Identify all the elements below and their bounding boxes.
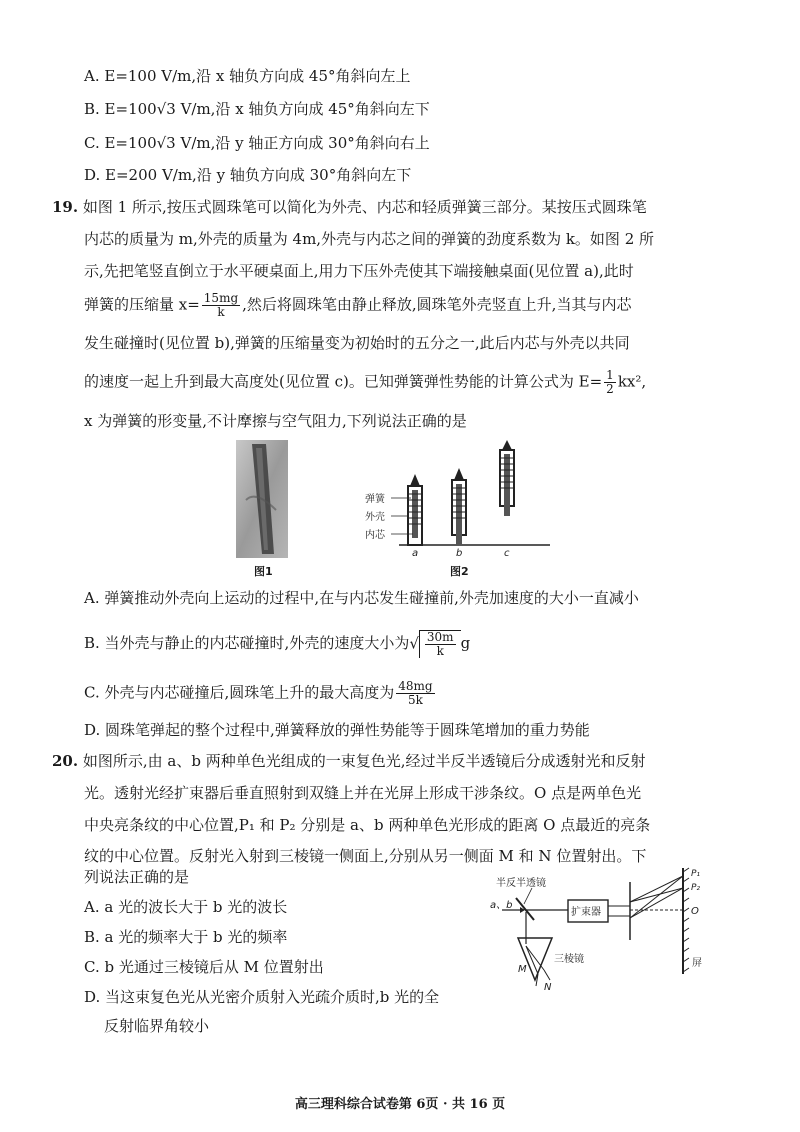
label-p1: P₁ [691,869,701,879]
q20-stem-4: 纹的中心位置。反射光入射到三棱镜一侧面上,分别从另一侧面 M 和 N 位置射出。下 [84,847,647,865]
label-b: b [456,548,463,556]
q19-stem-3: 示,先把笔竖直倒立于水平硬桌面上,用力下压外壳使其下端接触桌面(见位置 a),此时 [84,262,634,280]
q19-stem-7: x 为弹簧的形变量,不计摩擦与空气阻力,下列说法正确的是 [84,412,467,430]
height-fraction [396,680,434,707]
velocity-fraction [425,631,456,658]
q19-option-a: A. 弹簧推动外壳向上运动的过程中,在与内芯发生碰撞前,外壳加速度的大小一直减小 [84,589,639,607]
label-spring: 弹簧 [365,494,385,505]
q20-option-b: B. a 光的频率大于 b 光的频率 [84,928,288,946]
label-shell: 外壳 [365,512,385,523]
height-numerator: 48mg [398,679,433,693]
q20-stem-1: 如图所示,由 a、b 两种单色光组成的一束复色光,经过半反半透镜后分成透射光和反射 [82,752,646,770]
q19-stem-6-post: kx², [617,372,647,391]
label-p2: P₂ [691,883,701,893]
fig2-caption: 图2 [450,565,469,578]
pen-photo [236,440,288,558]
q19-stem-5: 发生碰撞时(见位置 b),弹簧的压缩量变为初始时的五分之一,此后内芯与外壳以共同 [84,334,630,352]
label-o: O [691,906,699,917]
sqrt-expression: √ $\frac{30m}{k}$ [409,630,460,658]
q20-stem-3: 中央亮条纹的中心位置,P₁ 和 P₂ 分别是 a、b 两种单色光形成的距离 O 点最近的亮条 [84,816,651,834]
q18-option-d: D. E=200 V/m,沿 y 轴负方向成 30°角斜向左下 [84,166,412,184]
q19-stem-4-pre: 弹簧的压缩量 x= [84,295,200,314]
q19-option-b-post: g [460,634,471,652]
q20-option-d-2: 反射临界角较小 [104,1017,210,1035]
q20-stem-2: 光。透射光经扩束器后垂直照射到双缝上并在光屏上形成干涉条纹。O 点是两单色光 [84,784,642,802]
label-c: c [504,548,510,556]
q20-stem-5: 列说法正确的是 [84,868,190,886]
q19-stem-2: 内芯的质量为 m,外壳的质量为 4m,外壳与内芯之间的弹簧的劲度系数为 k。如图 2 所 [84,230,655,248]
q19-number: 19. [52,198,79,216]
q19-option-b-pre: B. 当外壳与静止的内芯碰撞时,外壳的速度大小为 [84,634,410,652]
energy-numerator: 1 [606,368,614,382]
q18-option-a: A. E=100 V/m,沿 x 轴负方向成 45°角斜向左上 [84,67,411,85]
label-core: 内芯 [365,530,385,541]
q19-stem-6-pre: 的速度一起上升到最大高度处(见位置 c)。已知弹簧弹性势能的计算公式为 E= [84,372,603,391]
q19-option-c-pre: C. 外壳与内芯碰撞后,圆珠笔上升的最大高度为 [84,683,395,702]
q18-option-b: B. E=100√3 V/m,沿 x 轴负方向成 45°角斜向左下 [84,100,430,118]
height-denominator: 5k [407,693,423,707]
velocity-denominator: k [436,644,444,658]
q19-stem-1: 如图 1 所示,按压式圆珠笔可以简化为外壳、内芯和轻质弹簧三部分。某按压式圆珠笔 [82,198,647,216]
velocity-numerator: 30m [426,630,454,644]
q19-stem-6 [84,369,646,396]
compression-numerator: 15mg [203,291,239,305]
pen-c [500,440,514,516]
q20-option-c: C. b 光通过三棱镜后从 M 位置射出 [84,958,324,976]
q19-option-c [84,680,437,707]
q19-stem-4-post: ,然后将圆珠笔由静止释放,圆珠笔外壳竖直上升,当其与内芯 [242,295,632,314]
label-m: M [518,964,527,975]
q19-option-d: D. 圆珠笔弹起的整个过程中,弹簧释放的弹性势能等于圆珠笔增加的重力势能 [84,721,590,739]
label-ab: a、b [490,900,513,911]
page-footer: 高三理科综合试卷第 6页 · 共 16 页 [294,1097,506,1112]
q20-number: 20. [52,752,79,770]
q20-line-1 [52,751,646,771]
label-a: a [412,548,419,556]
q18-option-c: C. E=100√3 V/m,沿 y 轴正方向成 30°角斜向右上 [84,134,430,152]
q19-line-1 [52,197,647,217]
q19-stem-4 [84,292,631,319]
fig1-caption: 图1 [254,565,273,578]
label-prism: 三棱镜 [554,954,584,965]
energy-fraction [604,369,616,396]
pen-positions-diagram [365,438,550,556]
compression-fraction [202,292,240,319]
q20-option-d-1: D. 当这束复色光从光密介质射入光疏介质时,b 光的全 [84,988,440,1006]
pen-b [452,468,466,545]
q20-option-a: A. a 光的波长大于 b 光的波长 [84,898,288,916]
label-half-mirror: 半反半透镜 [496,878,546,889]
label-n: N [544,982,552,992]
energy-denominator: 2 [606,382,614,396]
optics-diagram [490,862,720,992]
compression-denominator: k [217,305,225,319]
label-screen: 屏 [692,958,702,969]
q19-option-b [84,630,470,658]
label-expander: 扩束器 [571,907,601,918]
